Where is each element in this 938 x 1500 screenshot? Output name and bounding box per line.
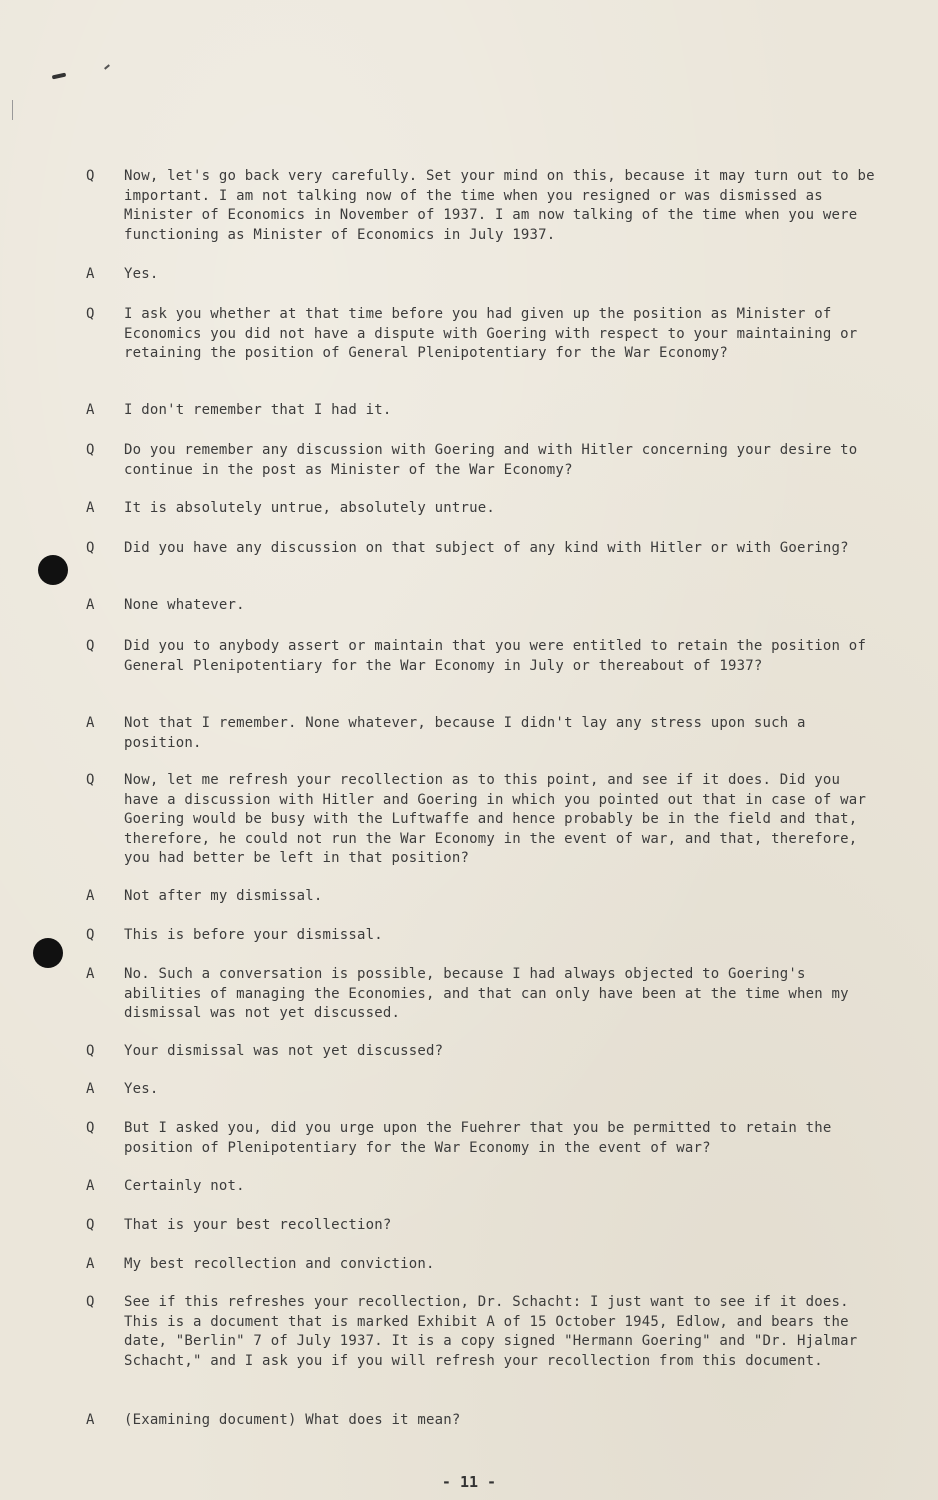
speaker-label: Q <box>86 1043 95 1059</box>
entry-text: None whatever. <box>124 597 245 613</box>
speaker-label: A <box>86 1412 95 1428</box>
speaker-label: A <box>86 715 95 731</box>
entry-text: (Examining document) What does it mean? <box>124 1412 461 1428</box>
entry-text: Not after my dismissal. <box>124 888 323 904</box>
speaker-label: Q <box>86 1120 95 1136</box>
speaker-label: Q <box>86 1217 95 1233</box>
speaker-label: Q <box>86 540 95 556</box>
entry-text: But I asked you, did you urge upon the Fuehrer that you be permitted to retain the position of Plenipotentiary for the War Economy in the event of war? <box>124 1120 832 1156</box>
margin-tick <box>104 64 110 69</box>
entry-text: I don't remember that I had it. <box>124 402 392 418</box>
punch-hole-icon <box>33 938 63 968</box>
speaker-label: A <box>86 597 95 613</box>
entry-text: That is your best recollection? <box>124 1217 392 1233</box>
speaker-label: Q <box>86 1294 95 1310</box>
speaker-label: Q <box>86 168 95 184</box>
speaker-label: A <box>86 1178 95 1194</box>
speaker-label: Q <box>86 638 95 654</box>
speaker-label: A <box>86 402 95 418</box>
entry-text: Now, let me refresh your recollection as to this point, and see if it does. Did you have a discussion with Hitler and Goering in which you pointed out that in case of war Goering would be busy with the Luftwaffe and hence probably be in the field and that, therefore, he could not run the War Economy in the event of war, and that, therefore, you had better be left in that position? <box>124 772 867 866</box>
speaker-label: A <box>86 266 95 282</box>
entry-text: Yes. <box>124 266 159 282</box>
entry-text: This is before your dismissal. <box>124 927 383 943</box>
speaker-label: A <box>86 966 95 982</box>
entry-text: My best recollection and conviction. <box>124 1256 435 1272</box>
speaker-label: A <box>86 500 95 516</box>
entry-text: Not that I remember. None whatever, because I didn't lay any stress upon such a position. <box>124 715 806 751</box>
entry-text: See if this refreshes your recollection, Dr. Schacht: I just want to see if it does. This is a document that is marked Exhibit A of 15 October 1945, Edlow, and bears the date, "Berlin" 7 of July 1937. It is a copy signed "Hermann Goering" and "Dr. Hjalmar Schacht," and I ask you if you will refresh your recollection from this document. <box>124 1294 858 1369</box>
speaker-label: Q <box>86 306 95 322</box>
entry-text: Now, let's go back very carefully. Set your mind on this, because it may turn out to be important. I am not talking now of the time when you resigned or was dismissed as Minister of Economics in November of 1937. I am now talking of the time when you were functioning as Minister of Economics in July 1937. <box>124 168 875 243</box>
speaker-label: A <box>86 1256 95 1272</box>
page-number: - 11 - <box>441 1473 497 1491</box>
entry-text: Do you remember any discussion with Goering and with Hitler concerning your desire to continue in the post as Minister of the War Economy? <box>124 442 858 478</box>
speaker-label: A <box>86 1081 95 1097</box>
entry-text: I ask you whether at that time before you had given up the position as Minister of Economics you did not have a dispute with Goering with respect to your maintaining or retaining the position of General Plenipotentiary for the War Economy? <box>124 306 858 361</box>
entry-text: Certainly not. <box>124 1178 245 1194</box>
punch-hole-icon <box>38 555 68 585</box>
entry-text: No. Such a conversation is possible, because I had always objected to Goering's abilities of managing the Economies, and that can only have been at the time when my dismissal was not yet discussed. <box>124 966 849 1021</box>
entry-text: It is absolutely untrue, absolutely untrue. <box>124 500 496 516</box>
speaker-label: Q <box>86 772 95 788</box>
entry-text: Yes. <box>124 1081 159 1097</box>
speaker-label: Q <box>86 442 95 458</box>
entry-text: Your dismissal was not yet discussed? <box>124 1043 444 1059</box>
speaker-label: A <box>86 888 95 904</box>
speaker-label: Q <box>86 927 95 943</box>
entry-text: Did you to anybody assert or maintain that you were entitled to retain the position of General Plenipotentiary for the War Economy in July or thereabout of 1937? <box>124 638 867 674</box>
entry-text: Did you have any discussion on that subject of any kind with Hitler or with Goering? <box>124 540 849 556</box>
margin-mark <box>52 73 67 80</box>
margin-line <box>12 100 13 120</box>
